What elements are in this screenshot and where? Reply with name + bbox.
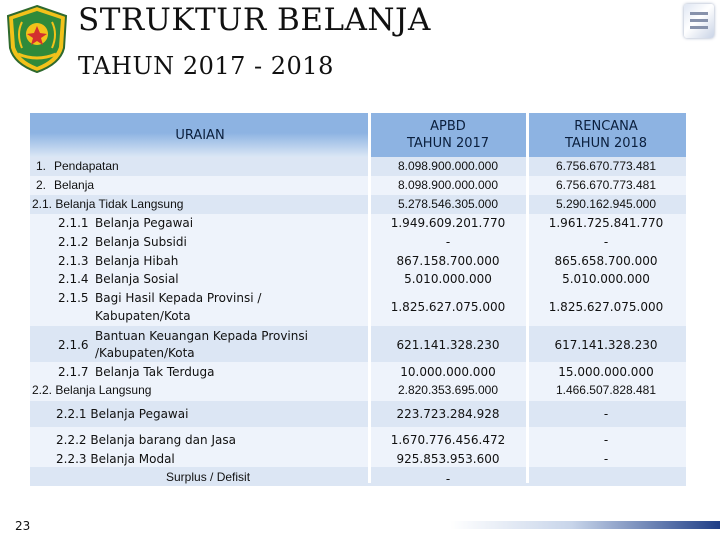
document-window-icon [684,4,714,38]
row-value-2018: 15.000.000.000 [558,365,654,379]
row-code: 2.1.7 [58,365,89,379]
row-value-2017: 8.098.900.000.000 [397,178,499,192]
row-label: 2.2.1 Belanja Pegawai [56,407,189,421]
footer-accent-bar [450,521,720,529]
row-code: 2.1.6 [58,338,89,352]
row-label: Belanja Pegawai [95,216,194,230]
row-code: 2.1.5 [58,291,89,305]
slide-subtitle: TAHUN 2017 - 2018 [78,52,334,80]
row-label: Pendapatan [54,159,119,173]
provincial-emblem-logo [4,4,70,74]
row-label-line1: Bagi Hasil Kepada Provinsi / [95,291,262,305]
row-value-2018: 617.141.328.230 [554,338,658,352]
row-value-2017: 5.010.000.000 [404,272,492,286]
row-value-2017: - [445,472,451,486]
table-row [30,467,686,486]
row-value-2018: 6.756.670.773.481 [555,159,657,173]
row-value-2017: 1.670.776.456.472 [390,433,506,447]
page-number: 23 [15,519,31,533]
row-value-2017: 5.278.546.305.000 [397,197,499,211]
row-value-2017: 223.723.284.928 [396,407,500,421]
row-value-2018: - [603,407,609,421]
header-uraian: URAIAN [175,128,225,143]
row-label: 2.2. Belanja Langsung [32,383,152,397]
row-label: 2.2.2 Belanja barang dan Jasa [56,433,236,447]
row-value-2018: 6.756.670.773.481 [555,178,657,192]
row-label: Belanja Tak Terduga [95,365,215,379]
row-code: 2. [36,178,47,192]
row-value-2017: 867.158.700.000 [396,254,500,268]
row-value-2018: 5.290.162.945.000 [555,197,657,211]
row-code: 2.1.3 [58,254,89,268]
row-value-2018: 1.825.627.075.000 [548,300,664,314]
row-value-2018: 5.010.000.000 [562,272,650,286]
row-label: Belanja Sosial [95,272,179,286]
row-value-2017: 1.825.627.075.000 [390,300,506,314]
row-label-line2: /Kabupaten/Kota [95,346,195,360]
row-label: Belanja Subsidi [95,235,187,249]
row-label-line1: Bantuan Keuangan Kepada Provinsi [95,329,308,343]
row-label-surplus-defisit: Surplus / Defisit [166,470,251,484]
row-value-2018: 865.658.700.000 [554,254,658,268]
row-label: Belanja [54,178,95,192]
row-value-2018: - [603,433,609,447]
row-label: Belanja Hibah [95,254,179,268]
row-label-line2: Kabupaten/Kota [95,309,191,323]
row-value-2017: - [445,235,451,249]
header-apbd-2017: APBD TAHUN 2017 [406,119,490,151]
row-value-2017: 10.000.000.000 [400,365,496,379]
row-value-2017: 2.820.353.695.000 [397,383,499,397]
row-label: 2.2.3 Belanja Modal [56,452,175,466]
slide-title: STRUKTUR BELANJA [78,2,431,38]
row-code: 2.1.2 [58,235,89,249]
row-value-2017: 925.853.953.600 [396,452,500,466]
row-code: 2.1.4 [58,272,89,286]
header-rencana-2018: RENCANA TAHUN 2018 [564,119,648,151]
row-value-2018: 1.961.725.841.770 [548,216,664,230]
row-code: 1. [36,159,47,173]
row-code: 2.1.1 [58,216,89,230]
row-value-2017: 1.949.609.201.770 [390,216,506,230]
row-label: 2.1. Belanja Tidak Langsung [32,197,184,211]
row-value-2018: 1.466.507.828.481 [555,383,657,397]
row-value-2018: - [603,452,609,466]
row-value-2017: 8.098.900.000.000 [397,159,499,173]
row-value-2018: - [603,235,609,249]
row-value-2017: 621.141.328.230 [396,338,500,352]
